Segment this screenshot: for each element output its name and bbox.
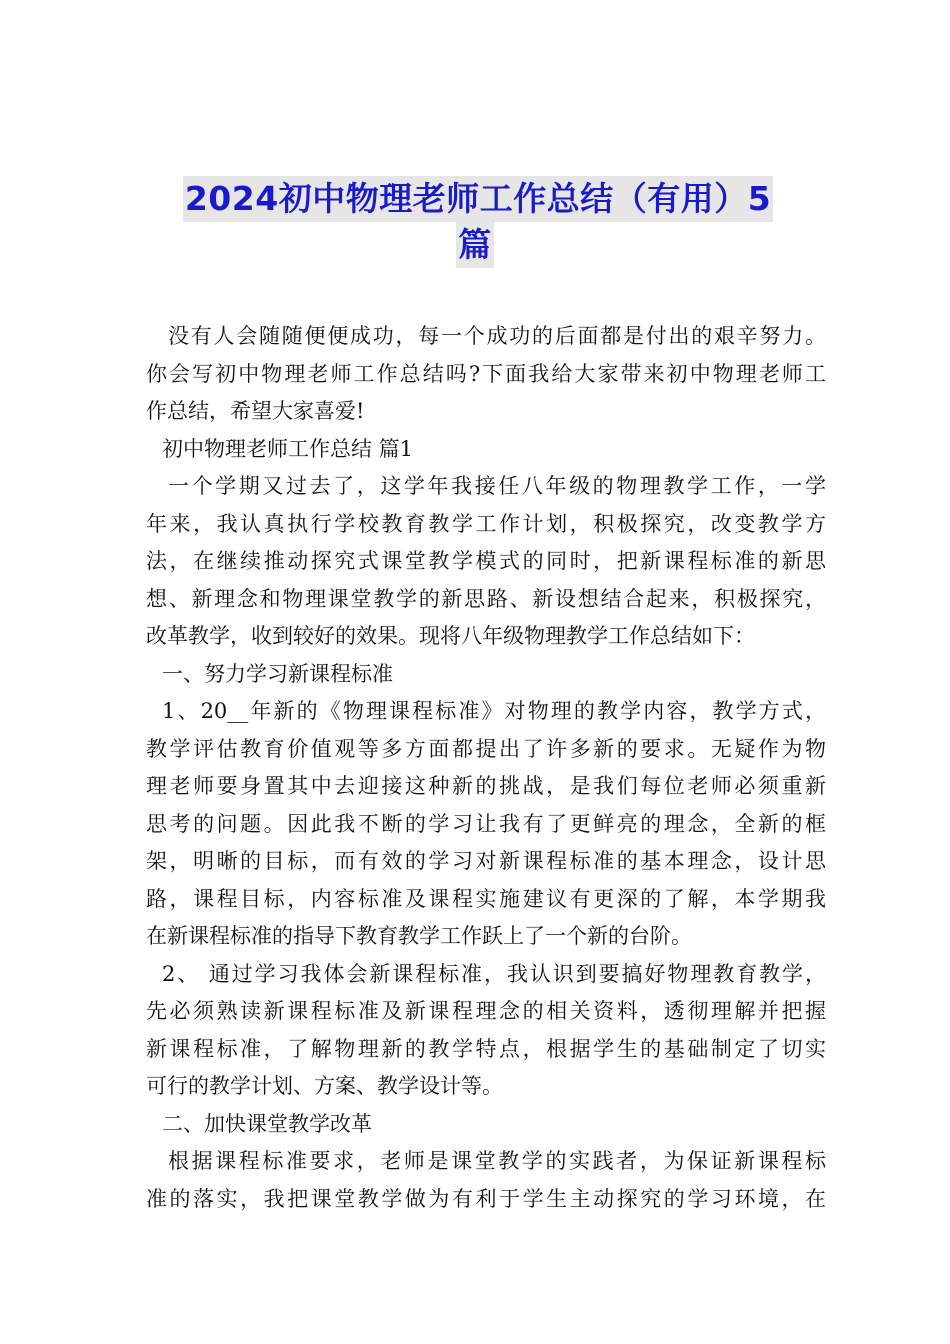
intro-line: 你会写初中物理老师工作总结吗?下面我给大家带来初中物理老师工 [146, 361, 826, 386]
paragraph-line: 根据课程标准要求，老师是课堂教学的实践者，为保证新课程标 [168, 1149, 826, 1173]
subsection-heading: 一、努力学习新课程标准 [162, 661, 393, 686]
paragraph-line: 改革教学，收到较好的效果。现将八年级物理教学工作总结如下： [146, 624, 755, 648]
section-heading: 初中物理老师工作总结 篇1 [162, 436, 414, 461]
subsection-heading: 二、加快课堂教学改革 [162, 1111, 372, 1136]
paragraph-line: 新课程标准，了解物理新的教学特点，根据学生的基础制定了切实 [146, 1036, 826, 1061]
paragraph-line: 想、新理念和物理课堂教学的新思路、新设想结合起来，积极探究， [146, 586, 826, 611]
paragraph-line: 架，明晰的目标，而有效的学习对新课程标准的基本理念，设计思 [146, 849, 826, 873]
paragraph-line: 思考的问题。因此我不断的学习让我有了更鲜亮的理念，全新的框 [146, 811, 826, 836]
title-line-1: 2024初中物理老师工作总结（有用）5 [183, 176, 773, 222]
document-body [146, 318, 826, 1218]
paragraph-line: 路，课程目标，内容标准及课程实施建议有更深的了解，本学期我 [146, 886, 826, 911]
paragraph-line: 教学评估教育价值观等多方面都提出了许多新的要求。无疑作为物 [146, 736, 826, 761]
paragraph-line: 1、20__年新的《物理课程标准》对物理的教学内容，教学方式， [162, 699, 826, 723]
intro-line: 没有人会随随便便成功，每一个成功的后面都是付出的艰辛努力。 [168, 324, 826, 348]
paragraph-line: 法，在继续推动探究式课堂教学模式的同时，把新课程标准的新思 [146, 549, 826, 573]
paragraph-line: 先必须熟读新课程标准及新课程理念的相关资料，透彻理解并把握 [146, 999, 826, 1023]
paragraph-line: 一个学期又过去了，这学年我接任八年级的物理教学工作，一学 [168, 474, 826, 498]
paragraph-line: 2、 通过学习我体会新课程标准，我认识到要搞好物理教育教学， [162, 961, 826, 986]
paragraph-line: 理老师要身置其中去迎接这种新的挑战，是我们每位老师必须重新 [146, 774, 826, 798]
paragraph-line: 可行的教学计划、方案、教学设计等。 [146, 1074, 503, 1098]
paragraph-line: 年来，我认真执行学校教育教学工作计划，积极探究，改变教学方 [146, 511, 826, 536]
title-line-2: 篇 [456, 222, 494, 268]
document-title [0, 176, 950, 268]
intro-line: 作总结，希望大家喜爱! [146, 399, 365, 423]
paragraph-line: 在新课程标准的指导下教育教学工作跃上了一个新的台阶。 [146, 924, 692, 948]
paragraph-line: 准的落实，我把课堂教学做为有利于学生主动探究的学习环境，在 [146, 1186, 826, 1211]
